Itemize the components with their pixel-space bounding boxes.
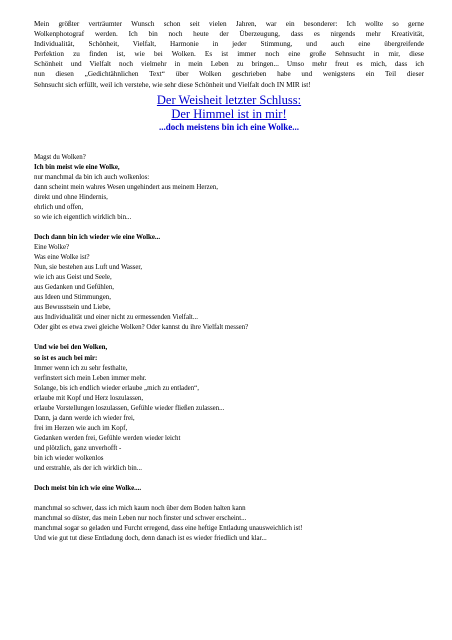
poem-line: aus Individualität und einer nicht zu ermessenden Vielfalt... (34, 314, 199, 322)
poem-line-bold: so ist es auch bei mir: (34, 354, 98, 362)
poem-line: Nun, sie bestehen aus Luft und Wasser, (34, 264, 143, 272)
poem-line: Solange, bis ich endlich wieder erlaube „mich zu entladen“, (34, 384, 199, 392)
intro-line: nun diesen „Gedichtähnlichen Text“ über Wolken geschrieben habe und wenigstens ein Teil dieser (34, 70, 424, 79)
intro-line: Sehnsucht sich erfüllt, weil ich verstehe, wie sehr diese Schönheit und Vielfalt doch IN MIR ist! (34, 80, 311, 89)
poem-line-bold: Ich bin meist wie eine Wolke, (34, 163, 120, 171)
poem-line: frei im Herzen wie auch im Kopf, (34, 424, 128, 432)
poem-line: dann scheint mein wahres Wesen ungehindert aus meinem Herzen, (34, 183, 218, 191)
poem-line: und plötzlich, ganz unverhofft - (34, 444, 122, 452)
poem-line: bin ich wieder wolkenlos (34, 454, 104, 462)
poem-line: aus Gedanken und Gefühlen, (34, 284, 114, 292)
intro-paragraph (34, 19, 424, 90)
title-line-1: Der Weisheit letzter Schluss: (156, 92, 302, 107)
stanza-gap (34, 494, 424, 504)
poem-line: Und wie gut tut diese Entladung doch, denn danach ist es wieder friedlich und klar... (34, 535, 267, 543)
poem-line-bold: Doch meist bin ich wie eine Wolke.... (34, 485, 142, 493)
poem-line: Eine Wolke? (34, 244, 70, 252)
poem-line: wie ich aus Geist und Seele, (34, 274, 112, 282)
stanza-gap (34, 474, 424, 484)
poem-line: aus Bewusstsein und Liebe, (34, 304, 111, 312)
poem-line: manchmal so schwer, dass ich mich kaum noch über dem Boden halten kann (34, 505, 246, 513)
poem-line: nur manchmal da bin ich auch wolkenlos: (34, 173, 150, 181)
poem-body (34, 153, 424, 545)
poem-line: Oder gibt es etwa zwei gleiche Wolken? Oder kannst du ihre Vielfalt messen? (34, 324, 249, 332)
title-block (34, 93, 424, 133)
poem-line: Dann, ja dann werde ich wieder frei, (34, 414, 135, 422)
stanza-gap (34, 333, 424, 343)
intro-line: Individualität, Schönheit, Vielfalt, Harmonie in jeder Stimmung, und auch eine übergreifende (34, 40, 424, 49)
subtitle: ...doch meistens bin ich eine Wolke... (158, 121, 300, 132)
poem-line: so wie ich eigentlich wirklich bin... (34, 213, 132, 221)
intro-line: Perfektion zu finden ist, wie bei Wolken. Es ist immer noch eine große Sehnsucht in mir, diese (34, 50, 424, 59)
intro-line: Schönheit und Vielfalt noch vielmehr in mein Leben zu bringen... Umso mehr freut es mich, dass ich (34, 60, 424, 69)
poem-line: aus Ideen und Stimmungen, (34, 294, 111, 302)
stanza-gap (34, 223, 424, 233)
poem-line-bold: Doch dann bin ich wieder wie eine Wolke... (34, 233, 161, 241)
intro-line: Mein größter verträumter Wunsch schon seit vielen Jahren, war ein besonderer: Ich wollte so gerne (34, 20, 424, 28)
title-line-2: Der Himmel ist in mir! (171, 106, 287, 121)
poem-line: verfinstert sich mein Leben immer mehr. (34, 374, 147, 382)
poem-line: Gedanken werden frei, Gefühle werden wieder leicht (34, 434, 181, 442)
poem-line: manchmal so düster, das mein Leben nur noch finster und schwer erscheint... (34, 515, 247, 523)
poem-line: erlaube Vorstellungen loszulassen, Gefühle wieder fließen zulassen... (34, 404, 225, 412)
poem-line: erlaube mit Kopf und Herz loszulassen, (34, 394, 144, 402)
poem-line: und erstrahle, als der ich wirklich bin... (34, 465, 142, 473)
intro-line: Wolkenphotograf werden. Ich bin noch heute der Überzeugung, dass es nirgends mehr Kreativität, (34, 30, 424, 39)
poem-line: ehrlich und offen, (34, 203, 84, 211)
poem-line-bold: Und wie bei den Wolken, (34, 344, 108, 352)
poem-line: Was eine Wolke ist? (34, 254, 90, 262)
document-page (34, 19, 424, 544)
poem-line: direkt und ohne Hindernis, (34, 193, 108, 201)
poem-line: manchmal sogar so geladen und Furcht erregend, dass eine heftige Entladung unausweichlich ist! (34, 525, 303, 533)
poem-line: Magst du Wolken? (34, 153, 86, 161)
poem-line: Immer wenn ich zu sehr festhalte, (34, 364, 128, 372)
